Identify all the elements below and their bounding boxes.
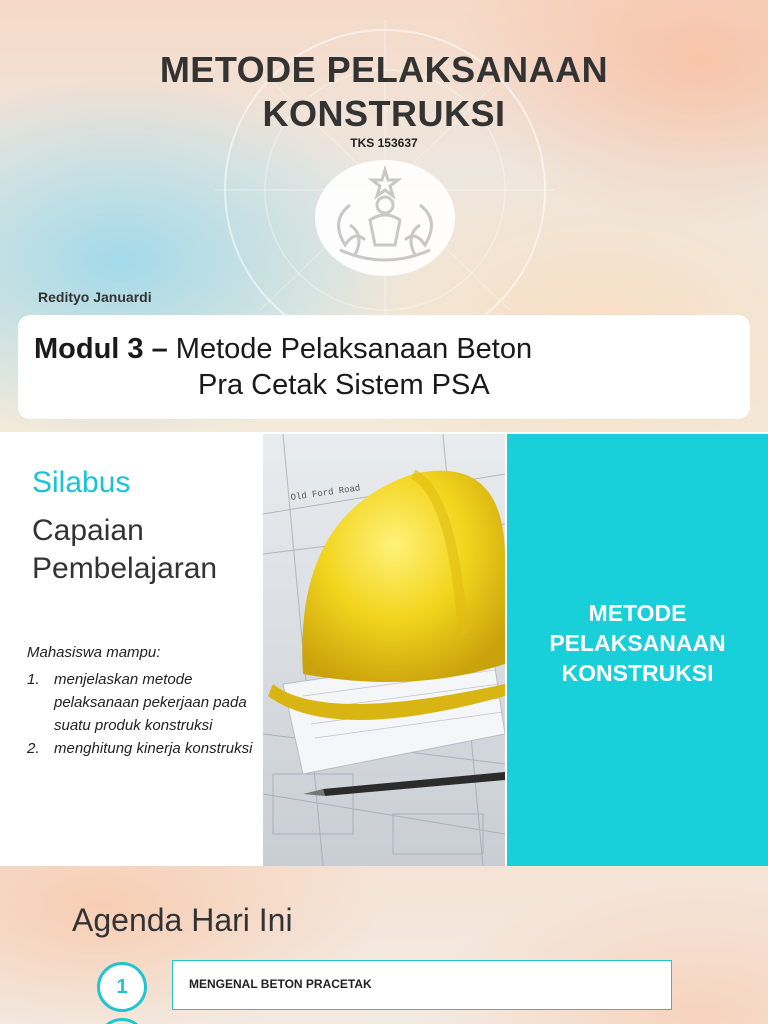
agenda-slide — [0, 866, 768, 1024]
outcomes-intro: Mahasiswa mampu: — [27, 644, 161, 661]
course-code: TKS 153637 — [350, 136, 418, 150]
syllabus-heading: Silabus — [32, 466, 131, 499]
hard-hat-photo — [263, 434, 505, 866]
course-title-panel — [507, 434, 768, 866]
cover-title: METODE PELAKSANAAN KONSTRUKSI — [159, 49, 609, 134]
panel-title: METODE PELAKSANAAN KONSTRUKSI — [549, 600, 726, 686]
agenda-title: Agenda Hari Ini — [72, 902, 293, 938]
cover-slide — [0, 0, 768, 432]
learning-outcomes-heading: Capaian Pembelajaran — [32, 514, 218, 585]
module-title-line1: Modul 3 – Metode Pelaksanaan Beton — [34, 333, 533, 365]
module-title-box — [18, 315, 750, 419]
module-title-line2: Pra Cetak Sistem PSA — [198, 369, 490, 401]
svg-text:Old Ford Road: Old Ford Road — [290, 483, 361, 503]
list-item: 1. menjelaskan metode pelaksanaan pekerjaan pada suatu produk konstruksi — [27, 671, 247, 734]
syllabus-slide — [0, 432, 768, 866]
university-logo-icon — [310, 150, 460, 280]
outcomes-list — [27, 668, 267, 760]
agenda-item — [172, 960, 672, 1010]
agenda-item-label: MENGENAL BETON PRACETAK — [189, 977, 372, 991]
agenda-number-badge: 1 — [97, 962, 147, 1012]
list-item: 2. menghitung kinerja konstruksi — [27, 740, 253, 757]
agenda-number-badge-partial — [97, 1018, 147, 1024]
author-name: Redityo Januardi — [38, 289, 152, 305]
